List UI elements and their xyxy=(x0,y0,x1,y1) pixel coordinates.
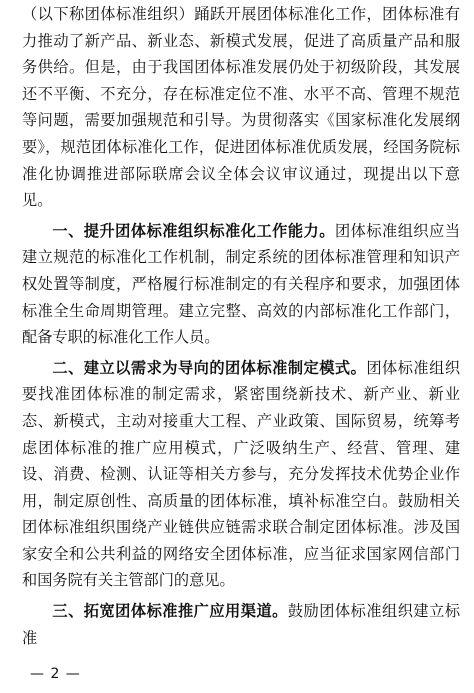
section-2-text: 团体标准组织要找准团体标准的制定需求，紧密围绕新技术、新产业、新业态、新模式，主动对接重大工程、产业政策、国际贸易，统筹考虑团体标准的推广应用模式，广泛吸纳生产、经营、管理、建设、消费、检测、认证等相关方参与，充分发挥技术优势企业作用，制定原创性、高质量的团体标准，填补标准空白。鼓励相关团体标准组织围绕产业链供应链需求联合制定团体标准。涉及国家安全和公共利益的网络安全团体标准，应当征求国家网信部门和国务院有关主管部门的意见。 xyxy=(22,358,461,590)
paragraph-intro-text: （以下称团体标准组织）踊跃开展团体标准化工作，团体标准有力推动了新产品、新业态、新模式发展，促进了高质量产品和服务供给。但是，由于我国团体标准发展仍处于初级阶段，其发展还不平衡、不充分，存在标准定位不准、水平不高、管理不规范等问题，需要加强规范和引导。为贯彻落实《国家标准化发展纲要》，规范团体标准化工作，促进团体标准优质发展，经国务院标准化协调推进部际联席会议全体会议审议通过，现提出以下意见。 xyxy=(22,5,460,210)
document-page xyxy=(22,0,460,651)
section-1-heading: 一、提升团体标准组织标准化工作能力。 xyxy=(52,221,335,240)
page-number: — 2 — xyxy=(30,666,81,682)
paragraph-section-2 xyxy=(22,355,460,594)
paragraph-section-1 xyxy=(22,218,460,351)
section-3-heading: 三、拓宽团体标准推广应用渠道。 xyxy=(52,602,288,621)
section-3-text: 鼓励团体标准组织建立标准 xyxy=(22,602,461,647)
section-2-heading: 二、建立以需求为导向的团体标准制定模式。 xyxy=(52,358,367,377)
paragraph-intro xyxy=(22,1,460,214)
section-1-text: 团体标准组织应当建立规范的标准化工作机制，制定系统的团体标准管理和知识产权处置等制度，严格履行标准制定的有关程序和要求，加强团体标准全生命周期管理。建立完整、高效的内部标准化工作部门，配备专职的标准化工作人员。 xyxy=(22,221,461,347)
paragraph-section-3 xyxy=(22,598,460,651)
